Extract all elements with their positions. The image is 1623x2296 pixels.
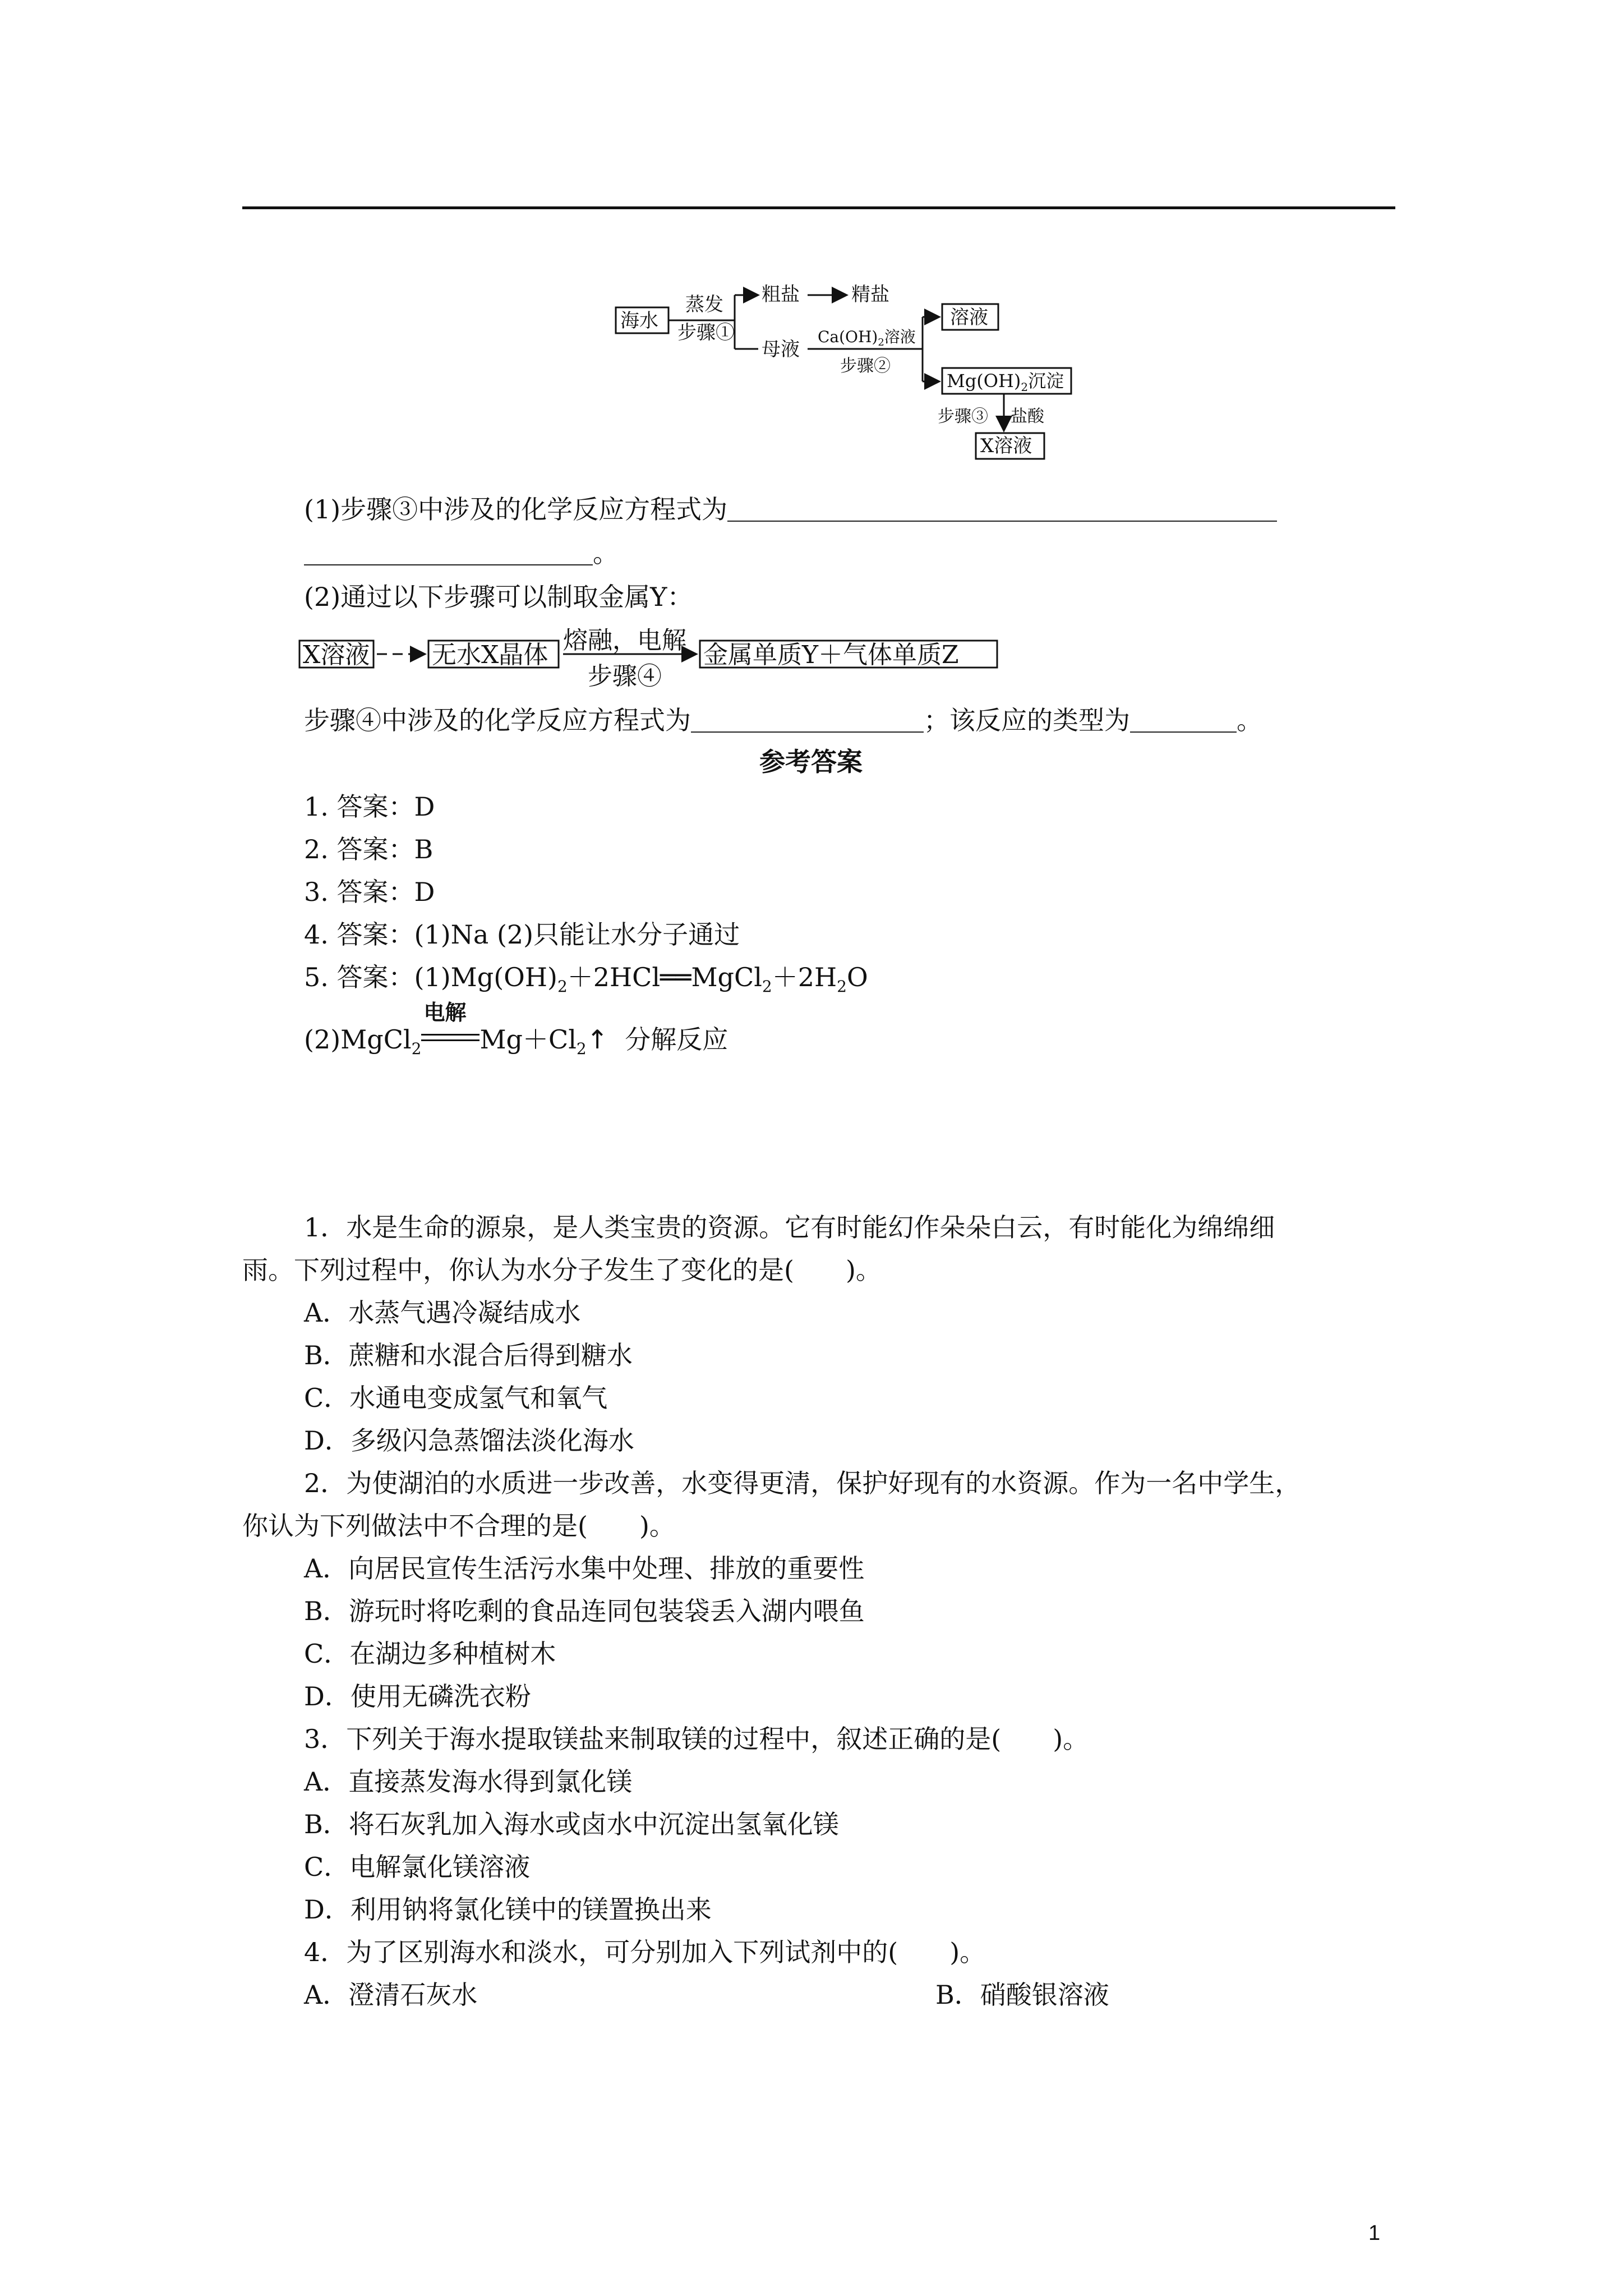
step4-question bbox=[304, 705, 1262, 736]
evaporate-label: 蒸发 bbox=[685, 293, 723, 316]
subquestion-1 bbox=[304, 494, 1277, 525]
x-solution-label: X溶液 bbox=[980, 435, 1032, 457]
gas-arrow-icon: ↑ bbox=[586, 1024, 608, 1055]
question-3-option-b: B．将石灰乳加入海水或卤水中沉淀出氢氧化镁 bbox=[304, 1809, 839, 1839]
question-4-option-a: A．澄清石灰水 bbox=[304, 1980, 478, 2010]
period: 。 bbox=[593, 538, 619, 568]
answer-5-equation: 5. 答案：$(1)Mg(OH)_2+2HCl══MgCl_2+2H_2O$ bbox=[304, 962, 868, 996]
solution-label: 溶液 bbox=[950, 306, 988, 329]
seawater-flow-diagram bbox=[611, 275, 1105, 477]
answer-blank[interactable] bbox=[727, 498, 1277, 522]
answer-3: 3. 答案：D bbox=[304, 877, 435, 907]
step2-label: 步骤② bbox=[840, 356, 891, 376]
subquestion-1-text: (1)步骤③中涉及的化学反应方程式为 bbox=[304, 494, 728, 524]
electrolysis-condition: 电解 bbox=[421, 1028, 479, 1051]
question-1-option-b: B．蔗糖和水混合后得到糖水 bbox=[304, 1340, 633, 1370]
caoh2-label: $Ca(OH)_2$溶液 bbox=[818, 328, 916, 348]
question-2-option-d: D．使用无磷洗衣粉 bbox=[304, 1681, 531, 1711]
question-1-line-2: 雨。下列过程中，你认为水分子发生了变化的是( )。 bbox=[242, 1255, 882, 1285]
question-2-option-c: C．在湖边多种植树木 bbox=[304, 1639, 556, 1669]
question-3-option-a: A．直接蒸发海水得到氯化镁 bbox=[304, 1766, 633, 1797]
question-1-line-1: 1．水是生命的源泉，是人类宝贵的资源。它有时能幻作朵朵白云，有时能化为绵绵细 bbox=[304, 1212, 1275, 1243]
mother-liquor-label: 母液 bbox=[762, 338, 800, 361]
electrolysis-chain-diagram bbox=[296, 628, 1036, 690]
hcl-label: 盐酸 bbox=[1011, 407, 1044, 426]
answer-blank[interactable] bbox=[1130, 709, 1237, 733]
question-2-option-b: B．游玩时将吃剩的食品连同包装袋丢入湖内喂鱼 bbox=[304, 1596, 865, 1626]
header-rule bbox=[242, 206, 1395, 209]
step4-label: 步骤④ bbox=[588, 662, 662, 690]
answer-blank[interactable] bbox=[304, 542, 593, 565]
question-3-option-c: C．电解氯化镁溶液 bbox=[304, 1852, 531, 1882]
reaction-type-prompt: ；该反应的类型为 bbox=[924, 705, 1130, 735]
melt-electrolysis-label: 熔融，电解 bbox=[563, 628, 686, 655]
question-1-option-a: A．水蒸气遇冷凝结成水 bbox=[304, 1297, 581, 1328]
question-4-option-b: B．硝酸银溶液 bbox=[935, 1980, 1109, 2010]
fine-salt-label: 精盐 bbox=[851, 283, 889, 306]
question-2-line-2: 你认为下列做法中不合理的是( )。 bbox=[242, 1511, 675, 1541]
step1-label: 步骤① bbox=[677, 321, 735, 344]
question-3-line-1: 3．下列关于海水提取镁盐来制取镁的过程中，叙述正确的是( )。 bbox=[304, 1724, 1089, 1754]
answer-5b-equation: (2)MgCl$_2$ 电解 $Mg+Cl_2↑$ 分解反应 bbox=[304, 1000, 728, 1059]
products-label: 金属单质Y＋气体单质Z bbox=[703, 641, 959, 669]
question-1-option-c: C．水通电变成氢气和氧气 bbox=[304, 1383, 608, 1413]
seawater-label: 海水 bbox=[620, 310, 658, 332]
question-2-line-1: 2．为使湖泊的水质进一步改善，水变得更清，保护好现有的水资源。作为一名中学生， bbox=[304, 1468, 1301, 1498]
answer-1: 1. 答案：D bbox=[304, 792, 435, 822]
question-4-line-1: 4．为了区别海水和淡水，可分别加入下列试剂中的( )。 bbox=[304, 1937, 986, 1967]
question-2-option-a: A．向居民宣传生活污水集中处理、排放的重要性 bbox=[304, 1553, 865, 1584]
period: 。 bbox=[1237, 705, 1262, 735]
mgoh2-label: $Mg(OH)_2$沉淀 bbox=[947, 370, 1064, 394]
subquestion-2: (2)通过以下步骤可以制取金属Y： bbox=[304, 582, 693, 612]
question-1-option-d: D．多级闪急蒸馏法淡化海水 bbox=[304, 1425, 634, 1456]
step3-label: 步骤③ bbox=[938, 407, 988, 426]
anhydrous-label: 无水X晶体 bbox=[432, 641, 548, 669]
x-solution-label: X溶液 bbox=[303, 641, 370, 669]
crude-salt-label: 粗盐 bbox=[762, 283, 800, 306]
subquestion-1-continued bbox=[304, 537, 619, 569]
page-number: 1 bbox=[1368, 2221, 1381, 2245]
question-3-option-d: D．利用钠将氯化镁中的镁置换出来 bbox=[304, 1894, 712, 1925]
step4-question-text: 步骤④中涉及的化学反应方程式为 bbox=[304, 705, 691, 735]
answer-2: 2. 答案：B bbox=[304, 834, 434, 864]
answer-blank[interactable] bbox=[691, 709, 924, 733]
answers-title: 参考答案 bbox=[759, 747, 863, 777]
answer-4: 4. 答案：(1)Na (2)只能让水分子通过 bbox=[304, 919, 740, 950]
